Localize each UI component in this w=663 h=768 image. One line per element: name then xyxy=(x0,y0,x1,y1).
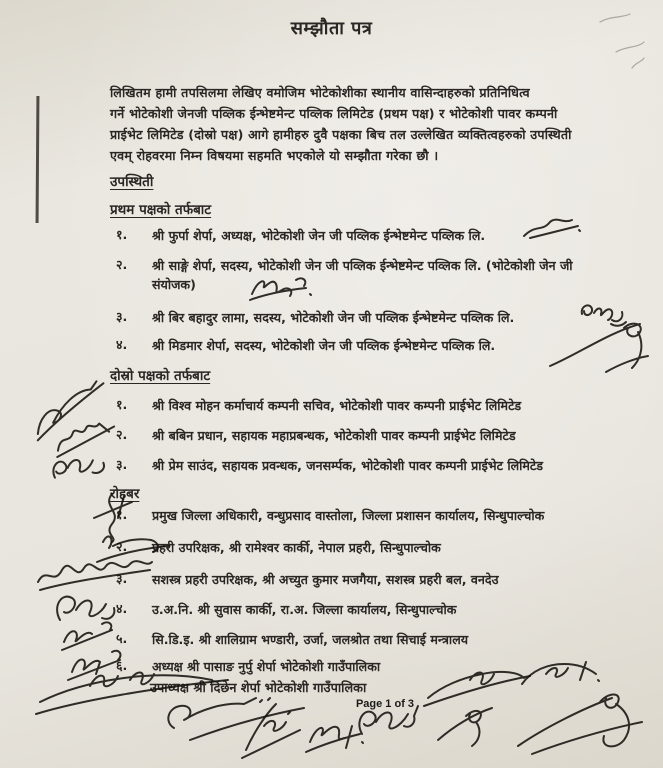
signature-first-party-1 xyxy=(522,216,584,244)
item-text: सि.डि.इ. श्री शालिग्राम भण्डारी, उर्जा, जलश्रोत तथा सिचाई मन्त्रालय xyxy=(152,632,469,647)
item-text: श्री साङ्गे शेर्पा, सदस्य, भोटेकोशी जेन जी पव्लिक ईन्भेष्टमेन्ट पव्लिक लि. (भोटेकोशी जेन जी संयोजक) xyxy=(152,258,573,292)
list-item xyxy=(116,256,614,294)
item-number: ३. xyxy=(116,309,128,324)
item-text: सशस्त्र प्रहरी उपरिक्षक, श्री अच्युत कुमार मजगैया, सशस्त्र प्रहरी बल, वनदेउ xyxy=(152,572,499,587)
scan-fold-line xyxy=(36,96,39,223)
pencil-mark xyxy=(596,12,646,72)
item-text: श्री फुर्पा शेर्पा, अध्यक्ष, भोटेकोशी जेन जी पव्लिक ईन्भेष्टमेन्ट पव्लिक लि. xyxy=(152,228,486,243)
list-item xyxy=(116,336,614,355)
item-number: ६. xyxy=(116,658,128,673)
list-item xyxy=(116,506,624,525)
intro-line: लिखितम हामी तपसिलमा लेखिए वमोजिम भोटेकोशीका स्थानीय वासिन्दाहरुको प्रतिनिधित्व xyxy=(110,85,530,100)
item-number: ४. xyxy=(116,337,128,352)
signature-bottom-5 xyxy=(352,700,420,754)
list-item xyxy=(116,456,614,475)
signature-first-party-4 xyxy=(548,318,652,376)
item-text: अध्यक्ष श्री पासाङ नुर्पु शेर्पा भोटेकोशी गाउँपालिका xyxy=(152,659,381,674)
list-item xyxy=(116,396,614,415)
item-text: उ.अ.नि. श्री सुवास कार्की, रा.अ. जिल्ला कार्यालय, सिन्धुपाल्चोक xyxy=(152,602,457,617)
intro-line: गर्ने भोटेकोशी जेनजी पव्लिक ईन्भेष्टमेन्ट पव्लिक लिमिटेड (प्रथम पक्ष) र भोटेकोशी पावर कम्पनी xyxy=(110,106,558,121)
item-number: ३. xyxy=(116,457,128,472)
item-number: २. xyxy=(116,539,128,554)
intro-line: प्राईभेट लिमिटेड (दोस्रो पक्ष) आगे हामीहरु दुवै पक्षका बिच तल उल्लेखित व्यक्तित्वहरुको उपस्थिती xyxy=(110,127,572,142)
page-number-label: Page 1 of 3 xyxy=(355,698,415,710)
list-item xyxy=(116,538,624,557)
item-number: २. xyxy=(116,427,128,442)
list-item xyxy=(116,600,624,619)
signature-second-party-3 xyxy=(46,446,117,493)
item-text: श्री मिडमार शेर्पा, सदस्य, भोटेकोशी जेन जी पव्लिक ईन्भेष्टमेन्ट पव्लिक लि. xyxy=(152,338,496,353)
attendance-heading: उपस्थिती xyxy=(110,174,154,190)
list-item xyxy=(116,630,624,649)
item-text: श्री बबिन प्रधान, सहायक महाप्रबन्धक, भोटेकोशी पावर कम्पनी प्राईभेट लिमिटेड xyxy=(152,428,516,443)
item-number: २. xyxy=(116,257,128,272)
item-number: ३. xyxy=(116,571,128,586)
page-title: सम्झौता पत्र xyxy=(290,18,373,39)
list-item xyxy=(116,426,614,445)
item-number: ४. xyxy=(116,601,128,616)
item-text: श्री प्रेम साउंद, सहायक प्रवन्धक, जनसर्म्पक, भोटेकोशी पावर कम्पनी प्राईभेट लिमिटेड xyxy=(152,458,544,473)
item-text: प्रहरी उपरिक्षक, श्री रामेश्वर कार्की, नेपाल प्रहरी, सिन्धुपाल्चोक xyxy=(152,540,441,555)
item-number: १. xyxy=(116,507,128,522)
item-text: प्रमुख जिल्ला अधिकारी, वन्धुप्रसाद वास्तोला, जिल्ला प्रशासन कार्यालय, सिन्धुपाल्चोक xyxy=(152,508,545,523)
vice-chair-line: उपाध्यक्ष श्री दिछेन शेर्पा भोटेकोशी गाउँपालिका xyxy=(150,681,367,696)
first-party-heading: प्रथम पक्षको तर्फबाट xyxy=(110,202,212,218)
signature-bottom-3 xyxy=(236,700,308,764)
signature-bottom-8 xyxy=(512,688,650,762)
second-party-heading: दोस्रो पक्षको तर्फबाट xyxy=(110,368,211,384)
item-number: १. xyxy=(116,227,128,242)
item-text: श्री बिर बहादुर लामा, सदस्य, भोटेकोशी जेन जी पव्लिक ईन्भेष्टमेन्ट पव्लिक लि. xyxy=(152,310,515,325)
item-number: ५. xyxy=(116,631,128,646)
intro-line: एवम् रोहवरमा निम्न विषयमा सहमति भएकोले यो सम्झौता गरेका छौ । xyxy=(110,148,439,163)
witnesses-heading: रोहबर xyxy=(110,486,140,502)
list-item xyxy=(116,570,624,589)
signature-first-party-2 xyxy=(248,272,322,308)
item-text: श्री विश्व मोहन कर्माचार्य कम्पनी सचिव, भोटेकोशी पावर कम्पनी प्राईभेट लिमिटेड xyxy=(152,398,522,413)
list-item xyxy=(116,308,614,327)
item-number: १. xyxy=(116,397,128,412)
